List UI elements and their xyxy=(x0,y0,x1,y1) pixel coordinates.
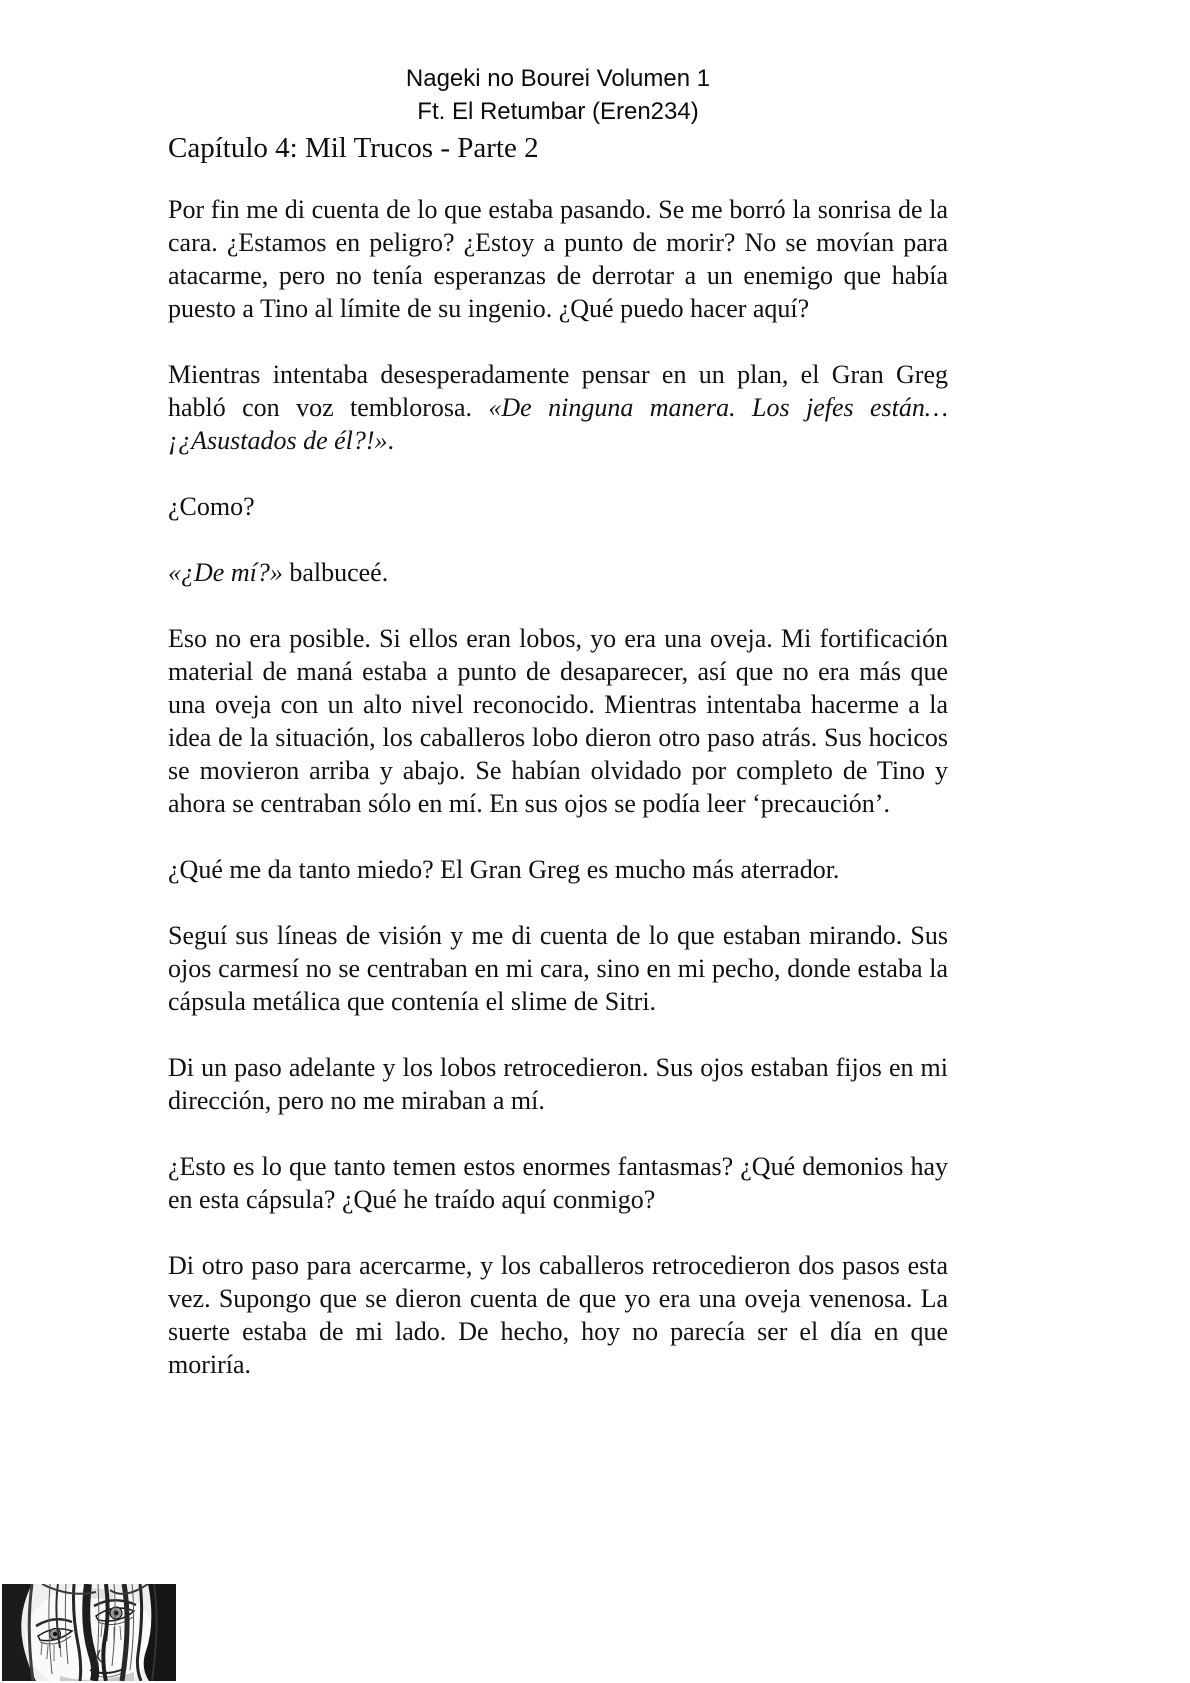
body-text xyxy=(168,193,948,1381)
paragraph xyxy=(168,193,948,325)
paragraph xyxy=(168,1249,948,1381)
paragraph-segment: ¿Esto es lo que tanto temen estos enormes fantasmas? ¿Qué demonios hay en esta cápsula? ¿Qué he traído aquí conmigo? xyxy=(168,1152,948,1214)
paragraph-segment-italic: «¿De mí?» xyxy=(168,558,283,587)
paragraph xyxy=(168,1150,948,1216)
paragraph xyxy=(168,490,948,523)
paragraph-segment: balbuceé. xyxy=(282,558,389,587)
paragraph-segment: Mientras intentaba desesperadamente pensar en un plan, el Gran Greg habló con voz temblorosa. xyxy=(168,360,948,422)
paragraph-segment: Por fin me di cuenta de lo que estaba pasando. Se me borró la sonrisa de la cara. ¿Estamos en peligro? ¿Estoy a punto de morir? No se movían para atacarme, pero no tenía esperanzas de derrotar a un enemigo que había puesto a Tino al límite de su ingenio. ¿Qué puedo hacer aquí? xyxy=(168,195,948,323)
paragraph-segment: Di un paso adelante y los lobos retrocedieron. Sus ojos estaban fijos en mi dirección, pero no me miraban a mí. xyxy=(168,1053,948,1115)
paragraph xyxy=(168,556,948,589)
manga-face-image xyxy=(2,1584,176,1681)
paragraph-segment-italic: «De ninguna manera. Los jefes están… ¡¿Asustados de él?!» xyxy=(168,393,949,455)
paragraph xyxy=(168,919,948,1018)
paragraph-segment: Di otro paso para acercarme, y los caballeros retrocedieron dos pasos esta vez. Supongo que se dieron cuenta de que yo era una oveja venenosa. La suerte estaba de mi lado. De hecho, hoy no parecía ser el día en que moriría. xyxy=(168,1251,948,1379)
paragraph-segment: Eso no era posible. Si ellos eran lobos, yo era una oveja. Mi fortificación material de maná estaba a punto de desaparecer, así que no era más que una oveja con un alto nivel reconocido. Mientras intentaba hacerme a la idea de la situación, los caballeros lobo dieron otro paso atrás. Sus hocicos se movieron arriba y abajo. Se habían olvidado por completo de Tino y ahora se centraban sólo en mí. En sus ojos se podía leer ‘precaución’. xyxy=(168,624,948,818)
document-page xyxy=(168,62,948,1414)
document-header xyxy=(168,62,948,128)
paragraph-segment: . xyxy=(387,426,395,455)
chapter-title: Capítulo 4: Mil Trucos - Parte 2 xyxy=(168,132,539,164)
paragraph xyxy=(168,622,948,820)
paragraph-segment: Seguí sus líneas de visión y me di cuenta de lo que estaban mirando. Sus ojos carmesí no se centraban en mi cara, sino en mi pecho, donde estaba la cápsula metálica que contenía el slime de Sitri. xyxy=(168,921,948,1016)
paragraph-segment: ¿Qué me da tanto miedo? El Gran Greg es mucho más aterrador. xyxy=(168,855,840,884)
paragraph xyxy=(168,1051,948,1117)
paragraph-segment: ¿Como? xyxy=(168,492,255,521)
document-subtitle: Ft. El Retumbar (Eren234) xyxy=(417,98,699,125)
manga-face-illustration xyxy=(2,1584,176,1681)
paragraph xyxy=(168,853,948,886)
document-title: Nageki no Bourei Volumen 1 xyxy=(405,65,711,92)
paragraph xyxy=(168,358,948,457)
